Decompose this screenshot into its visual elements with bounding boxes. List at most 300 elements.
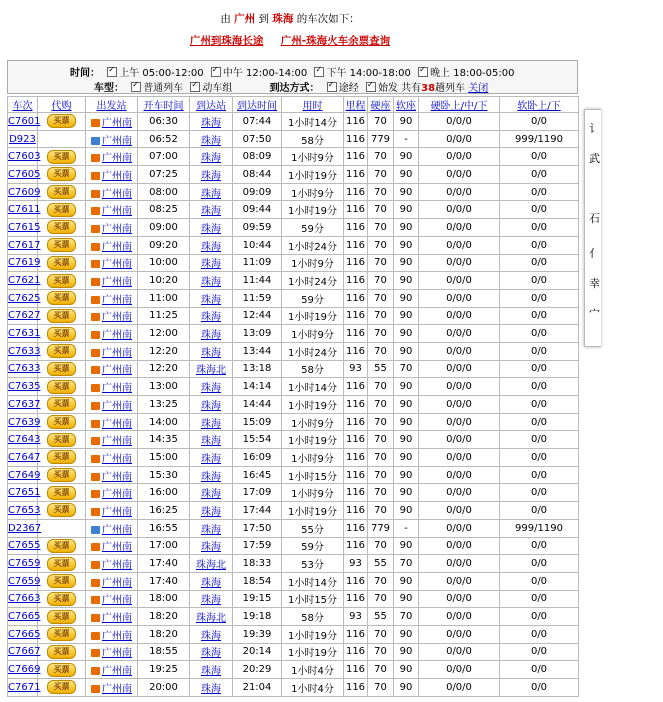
duration: 1小时15分 bbox=[282, 466, 344, 484]
arrival-time: 09:59 bbox=[233, 219, 282, 237]
train-number-link[interactable]: C7621 bbox=[8, 275, 41, 287]
soft-seat-price: 90 bbox=[394, 679, 419, 697]
soft-sleeper-price: 0/0 bbox=[500, 183, 579, 201]
column-header[interactable]: 开车时间 bbox=[138, 97, 190, 113]
train-number-link[interactable]: C7637 bbox=[8, 398, 41, 410]
arrival-station-link[interactable]: 珠海 bbox=[201, 330, 221, 342]
buy-cell bbox=[38, 130, 86, 148]
train-number-cell bbox=[8, 537, 41, 555]
origin-station-icon bbox=[91, 667, 100, 675]
arrival-station-link[interactable]: 珠海北 bbox=[196, 613, 226, 625]
type-option-normal[interactable]: ✓ 普通列车 bbox=[127, 83, 183, 94]
hard-seat-price: 70 bbox=[368, 201, 394, 219]
train-number-link[interactable]: C7651 bbox=[8, 487, 41, 499]
buy-ticket-button[interactable]: 买票 bbox=[47, 557, 76, 571]
hard-seat-price: 70 bbox=[368, 148, 394, 166]
distance: 116 bbox=[344, 325, 368, 343]
arrival-station-link[interactable]: 珠海 bbox=[201, 683, 221, 695]
train-number-link[interactable]: C7655 bbox=[8, 540, 41, 552]
soft-sleeper-price: 0/0 bbox=[500, 113, 579, 131]
arrival-station-link[interactable]: 珠海 bbox=[201, 400, 221, 412]
hard-sleeper-price: 0/0/0 bbox=[419, 201, 500, 219]
arrival-station-link[interactable]: 珠海北 bbox=[196, 560, 226, 572]
arrival-station-link[interactable]: 珠海 bbox=[201, 577, 221, 589]
buy-ticket-button[interactable]: 买票 bbox=[47, 362, 76, 376]
buy-ticket-button[interactable]: 买票 bbox=[47, 503, 76, 517]
arrival-option-pass[interactable]: ✓ 途经 bbox=[323, 83, 359, 94]
duration: 1小时9分 bbox=[282, 449, 344, 467]
train-number-link[interactable]: C7671 bbox=[8, 681, 41, 693]
distance: 116 bbox=[344, 289, 368, 307]
train-number-link[interactable]: D923 bbox=[9, 133, 36, 145]
train-number-link[interactable]: D2367 bbox=[8, 522, 42, 534]
arrival-station-link[interactable]: 珠海北 bbox=[196, 365, 226, 377]
duration: 1小时24分 bbox=[282, 236, 344, 254]
hard-seat-price: 55 bbox=[368, 555, 394, 573]
departure-station-link[interactable]: 广州南 bbox=[102, 542, 132, 554]
time-option-noon[interactable]: ✓ 中午 12:00-14:00 bbox=[207, 68, 307, 79]
departure-station-link[interactable]: 广州南 bbox=[102, 294, 132, 306]
soft-sleeper-price: 0/0 bbox=[500, 572, 579, 590]
train-number-link[interactable]: C7665 bbox=[8, 611, 41, 623]
from-city: 广州 bbox=[234, 13, 256, 25]
departure-station-link[interactable]: 广州南 bbox=[102, 312, 132, 324]
soft-seat-price: 90 bbox=[394, 272, 419, 290]
departure-station-link[interactable]: 广州南 bbox=[102, 400, 132, 412]
arrival-station-link[interactable]: 珠海 bbox=[201, 542, 221, 554]
train-number-link[interactable]: C7659 bbox=[8, 575, 41, 587]
train-number-link[interactable]: C7667 bbox=[8, 646, 41, 658]
soft-sleeper-price: 0/0 bbox=[500, 449, 579, 467]
train-number-link[interactable]: C7653 bbox=[8, 504, 41, 516]
origin-station-icon bbox=[91, 278, 100, 286]
column-header[interactable]: 出发站 bbox=[86, 97, 138, 113]
soft-sleeper-price: 0/0 bbox=[500, 219, 579, 237]
departure-station-link[interactable]: 广州南 bbox=[102, 560, 132, 572]
column-header[interactable]: 用时 bbox=[282, 97, 344, 113]
arrival-station-link[interactable]: 珠海 bbox=[201, 259, 221, 271]
distance: 116 bbox=[344, 431, 368, 449]
column-header[interactable]: 里程 bbox=[344, 97, 368, 113]
column-header[interactable]: 硬座 bbox=[368, 97, 394, 113]
arrival-station-link[interactable]: 珠海 bbox=[201, 188, 221, 200]
train-number-link[interactable]: C7601 bbox=[8, 115, 41, 127]
table-row bbox=[8, 307, 579, 325]
buy-cell bbox=[38, 360, 86, 378]
arrival-station-cell bbox=[190, 413, 233, 431]
buy-ticket-button[interactable]: 买票 bbox=[47, 203, 76, 217]
arrival-time: 21:04 bbox=[233, 679, 282, 697]
arrival-station-link[interactable]: 珠海 bbox=[201, 223, 221, 235]
train-number-link[interactable]: C7649 bbox=[8, 469, 41, 481]
arrival-station-cell bbox=[190, 555, 233, 573]
train-number-link[interactable]: C7619 bbox=[8, 257, 41, 269]
departure-station-link[interactable]: 广州南 bbox=[102, 666, 132, 678]
arrival-station-link[interactable]: 珠海 bbox=[201, 630, 221, 642]
departure-time: 10:20 bbox=[138, 272, 190, 290]
departure-station-link[interactable]: 广州南 bbox=[102, 365, 132, 377]
departure-time: 11:25 bbox=[138, 307, 190, 325]
buy-ticket-button[interactable]: 买票 bbox=[47, 185, 76, 199]
train-number-cell bbox=[8, 502, 41, 520]
hard-seat-price: 70 bbox=[368, 466, 394, 484]
buy-ticket-button[interactable]: 买票 bbox=[47, 238, 76, 252]
origin-station-icon bbox=[91, 614, 100, 622]
duration: 58分 bbox=[282, 360, 344, 378]
column-header[interactable]: 车次 bbox=[8, 97, 38, 113]
train-number-link[interactable]: C7633 bbox=[8, 363, 41, 375]
buy-ticket-button[interactable]: 买票 bbox=[47, 397, 76, 411]
hard-sleeper-price: 0/0/0 bbox=[419, 537, 500, 555]
soft-sleeper-price: 0/0 bbox=[500, 166, 579, 184]
train-number-cell bbox=[8, 113, 41, 131]
departure-station-link[interactable]: 广州南 bbox=[102, 330, 132, 342]
hard-seat-price: 70 bbox=[368, 643, 394, 661]
side-panel-text: 武 bbox=[589, 152, 600, 165]
departure-time: 18:20 bbox=[138, 625, 190, 643]
arrival-station-link[interactable]: 珠海 bbox=[201, 418, 221, 430]
soft-sleeper-price: 0/0 bbox=[500, 236, 579, 254]
departure-station-link[interactable]: 广州南 bbox=[102, 630, 132, 642]
table-row bbox=[8, 679, 579, 697]
train-number-link[interactable]: C7647 bbox=[8, 451, 41, 463]
departure-station-cell bbox=[86, 148, 138, 166]
origin-station-icon bbox=[91, 260, 100, 268]
buy-ticket-button[interactable]: 买票 bbox=[47, 610, 76, 624]
checkbox-icon[interactable] bbox=[107, 67, 117, 77]
train-number-link[interactable]: C7605 bbox=[8, 168, 41, 180]
departure-station-link[interactable]: 广州南 bbox=[102, 206, 132, 218]
arrival-time: 08:09 bbox=[233, 148, 282, 166]
buy-cell bbox=[38, 590, 86, 608]
ticket-availability-link[interactable]: 广州-珠海火车余票查询 bbox=[280, 35, 391, 47]
arrival-station-link[interactable]: 珠海 bbox=[201, 648, 221, 660]
train-number-link[interactable]: C7611 bbox=[8, 204, 41, 216]
arrival-station-cell bbox=[190, 572, 233, 590]
departure-station-link[interactable]: 广州南 bbox=[102, 524, 132, 536]
train-number-link[interactable]: C7627 bbox=[8, 310, 41, 322]
departure-station-link[interactable]: 广州南 bbox=[102, 577, 132, 589]
buy-ticket-button[interactable]: 买票 bbox=[47, 309, 76, 323]
duration: 1小时9分 bbox=[282, 413, 344, 431]
distance: 116 bbox=[344, 572, 368, 590]
soft-seat-price: 90 bbox=[394, 254, 419, 272]
buy-ticket-button[interactable]: 买票 bbox=[47, 274, 76, 288]
arrival-station-cell bbox=[190, 148, 233, 166]
checkbox-icon[interactable] bbox=[418, 67, 428, 77]
departure-station-link[interactable]: 广州南 bbox=[102, 241, 132, 253]
arrival-station-cell bbox=[190, 466, 233, 484]
hard-seat-price: 70 bbox=[368, 413, 394, 431]
soft-seat-price: 90 bbox=[394, 643, 419, 661]
train-number-cell bbox=[8, 342, 41, 360]
departure-station-cell bbox=[86, 307, 138, 325]
buy-ticket-button[interactable]: 买票 bbox=[47, 539, 76, 553]
arrival-station-link[interactable]: 珠海 bbox=[201, 453, 221, 465]
buy-ticket-button[interactable]: 买票 bbox=[47, 486, 76, 500]
table-row bbox=[8, 113, 579, 131]
buy-cell bbox=[38, 679, 86, 697]
hard-sleeper-price: 0/0/0 bbox=[419, 413, 500, 431]
soft-seat-price: - bbox=[394, 519, 419, 537]
buy-ticket-button[interactable]: 买票 bbox=[47, 167, 76, 181]
origin-station-icon bbox=[91, 632, 100, 640]
departure-station-link[interactable]: 广州南 bbox=[102, 453, 132, 465]
origin-station-icon bbox=[91, 225, 100, 233]
origin-station-icon bbox=[91, 420, 100, 428]
buy-ticket-button[interactable]: 买票 bbox=[47, 220, 76, 234]
train-number-link[interactable]: C7615 bbox=[8, 221, 41, 233]
departure-station-link[interactable]: 广州南 bbox=[102, 418, 132, 430]
soft-seat-price: 90 bbox=[394, 502, 419, 520]
arrival-station-link[interactable]: 珠海 bbox=[201, 294, 221, 306]
departure-station-link[interactable]: 广州南 bbox=[102, 471, 132, 483]
buy-ticket-button[interactable]: 买票 bbox=[47, 150, 76, 164]
buy-ticket-button[interactable]: 买票 bbox=[47, 433, 76, 447]
departure-station-link[interactable]: 广州南 bbox=[102, 383, 132, 395]
arrival-station-cell bbox=[190, 166, 233, 184]
duration: 1小时24分 bbox=[282, 272, 344, 290]
departure-station-link[interactable]: 广州南 bbox=[102, 117, 132, 129]
arrival-station-link[interactable]: 珠海 bbox=[201, 471, 221, 483]
hard-sleeper-price: 0/0/0 bbox=[419, 148, 500, 166]
departure-time: 17:00 bbox=[138, 537, 190, 555]
departure-station-link[interactable]: 广州南 bbox=[102, 277, 132, 289]
train-number-cell bbox=[8, 413, 41, 431]
departure-station-link[interactable]: 广州南 bbox=[102, 347, 132, 359]
arrival-station-link[interactable]: 珠海 bbox=[201, 135, 221, 147]
type-option-emu[interactable]: ✓ 动车组 bbox=[186, 83, 232, 94]
departure-station-cell bbox=[86, 201, 138, 219]
arrival-station-link[interactable]: 珠海 bbox=[201, 595, 221, 607]
arrival-station-link[interactable]: 珠海 bbox=[201, 436, 221, 448]
departure-station-link[interactable]: 广州南 bbox=[102, 489, 132, 501]
soft-seat-price: 90 bbox=[394, 431, 419, 449]
buy-ticket-button[interactable]: 买票 bbox=[47, 327, 76, 341]
hard-seat-price: 70 bbox=[368, 625, 394, 643]
departure-station-link[interactable]: 广州南 bbox=[102, 135, 132, 147]
arrival-station-link[interactable]: 珠海 bbox=[201, 277, 221, 289]
buy-ticket-button[interactable]: 买票 bbox=[47, 468, 76, 482]
checkbox-icon[interactable] bbox=[190, 82, 200, 92]
departure-station-link[interactable]: 广州南 bbox=[102, 506, 132, 518]
hard-sleeper-price: 0/0/0 bbox=[419, 590, 500, 608]
hard-sleeper-price: 0/0/0 bbox=[419, 449, 500, 467]
departure-station-cell bbox=[86, 360, 138, 378]
checkbox-icon[interactable] bbox=[327, 82, 337, 92]
soft-seat-price: 90 bbox=[394, 219, 419, 237]
buy-ticket-button[interactable]: 买票 bbox=[47, 592, 76, 606]
buy-cell bbox=[38, 537, 86, 555]
train-number-link[interactable]: C7617 bbox=[8, 239, 41, 251]
buy-cell bbox=[38, 307, 86, 325]
soft-seat-price: 90 bbox=[394, 413, 419, 431]
soft-seat-price: 90 bbox=[394, 590, 419, 608]
column-header[interactable]: 软卧上/下 bbox=[500, 97, 579, 113]
checkbox-icon[interactable] bbox=[366, 82, 376, 92]
departure-station-link[interactable]: 广州南 bbox=[102, 613, 132, 625]
soft-sleeper-price: 0/0 bbox=[500, 679, 579, 697]
soft-sleeper-price: 0/0 bbox=[500, 625, 579, 643]
origin-station-icon bbox=[91, 349, 100, 357]
arrival-station-link[interactable]: 珠海 bbox=[201, 506, 221, 518]
distance: 116 bbox=[344, 484, 368, 502]
column-header[interactable]: 到达时间 bbox=[233, 97, 282, 113]
arrival-station-link[interactable]: 珠海 bbox=[201, 347, 221, 359]
hard-sleeper-price: 0/0/0 bbox=[419, 272, 500, 290]
duration: 1小时19分 bbox=[282, 201, 344, 219]
duration: 1小时9分 bbox=[282, 254, 344, 272]
hard-seat-price: 70 bbox=[368, 537, 394, 555]
time-option-evening[interactable]: ✓ 晚上 18:00-05:00 bbox=[414, 68, 514, 79]
column-header[interactable]: 代购 bbox=[38, 97, 86, 113]
arrival-station-cell bbox=[190, 130, 233, 148]
departure-station-cell bbox=[86, 342, 138, 360]
train-number-link[interactable]: C7635 bbox=[8, 381, 41, 393]
train-number-cell bbox=[8, 148, 41, 166]
buy-ticket-button[interactable]: 买票 bbox=[47, 415, 76, 429]
buy-ticket-button[interactable]: 买票 bbox=[47, 663, 76, 677]
train-number-link[interactable]: C7665 bbox=[8, 628, 41, 640]
buy-ticket-button[interactable]: 买票 bbox=[47, 680, 76, 694]
train-number-cell bbox=[8, 130, 38, 148]
train-number-link[interactable]: C7603 bbox=[8, 151, 41, 163]
hard-sleeper-price: 0/0/0 bbox=[419, 113, 500, 131]
train-count: 共有38趟列车 bbox=[401, 83, 466, 94]
origin-station-icon bbox=[91, 508, 100, 516]
buy-ticket-button[interactable]: 买票 bbox=[47, 380, 76, 394]
duration: 1小时14分 bbox=[282, 113, 344, 131]
train-number-cell bbox=[8, 236, 41, 254]
train-number-cell bbox=[8, 625, 41, 643]
arrival-station-link[interactable]: 珠海 bbox=[201, 153, 221, 165]
buy-ticket-button[interactable]: 买票 bbox=[47, 114, 76, 128]
duration: 1小时14分 bbox=[282, 378, 344, 396]
arrival-station-link[interactable]: 珠海 bbox=[201, 117, 221, 129]
arrival-time: 07:50 bbox=[233, 130, 282, 148]
arrival-station-cell bbox=[190, 272, 233, 290]
distance: 116 bbox=[344, 236, 368, 254]
departure-time: 06:30 bbox=[138, 113, 190, 131]
departure-station-link[interactable]: 广州南 bbox=[102, 259, 132, 271]
train-number-cell bbox=[8, 289, 41, 307]
buy-cell bbox=[38, 572, 86, 590]
departure-station-link[interactable]: 广州南 bbox=[102, 223, 132, 235]
duration: 1小时19分 bbox=[282, 431, 344, 449]
soft-seat-price: 90 bbox=[394, 201, 419, 219]
arrival-time: 09:09 bbox=[233, 183, 282, 201]
train-number-cell bbox=[8, 661, 41, 679]
departure-station-link[interactable]: 广州南 bbox=[102, 153, 132, 165]
buy-ticket-button[interactable]: 买票 bbox=[47, 645, 76, 659]
departure-time: 15:30 bbox=[138, 466, 190, 484]
checkbox-icon[interactable] bbox=[211, 67, 221, 77]
time-option-afternoon[interactable]: ✓ 下午 14:00-18:00 bbox=[310, 68, 410, 79]
arrival-station-link[interactable]: 珠海 bbox=[201, 312, 221, 324]
train-number-link[interactable]: C7633 bbox=[8, 345, 41, 357]
hard-sleeper-price: 0/0/0 bbox=[419, 661, 500, 679]
train-number-link[interactable]: C7669 bbox=[8, 664, 41, 676]
buy-cell bbox=[38, 466, 86, 484]
distance: 93 bbox=[344, 608, 368, 626]
buy-ticket-button[interactable]: 买票 bbox=[47, 256, 76, 270]
related-links bbox=[0, 33, 580, 48]
buy-ticket-button[interactable]: 买票 bbox=[47, 344, 76, 358]
arrival-station-link[interactable]: 珠海 bbox=[201, 666, 221, 678]
buy-ticket-button[interactable]: 买票 bbox=[47, 291, 76, 305]
departure-station-link[interactable]: 广州南 bbox=[102, 170, 132, 182]
soft-sleeper-price: 0/0 bbox=[500, 608, 579, 626]
arrival-station-link[interactable]: 珠海 bbox=[201, 206, 221, 218]
hard-seat-price: 70 bbox=[368, 679, 394, 697]
distance: 93 bbox=[344, 555, 368, 573]
departure-time: 16:25 bbox=[138, 502, 190, 520]
arrival-station-cell bbox=[190, 537, 233, 555]
train-number-link[interactable]: C7631 bbox=[8, 328, 41, 340]
hard-sleeper-price: 0/0/0 bbox=[419, 625, 500, 643]
departure-station-cell bbox=[86, 113, 138, 131]
origin-station-icon bbox=[91, 172, 100, 180]
arrival-station-link[interactable]: 珠海 bbox=[201, 170, 221, 182]
checkbox-icon[interactable] bbox=[131, 82, 141, 92]
arrival-option-origin[interactable]: ✓ 始发 bbox=[362, 83, 398, 94]
arrival-station-cell bbox=[190, 183, 233, 201]
column-header[interactable]: 到达站 bbox=[190, 97, 233, 113]
arrival-station-link[interactable]: 珠海 bbox=[201, 524, 221, 536]
departure-station-link[interactable]: 广州南 bbox=[102, 595, 132, 607]
departure-station-link[interactable]: 广州南 bbox=[102, 683, 132, 695]
buy-ticket-button[interactable]: 买票 bbox=[47, 627, 76, 641]
departure-station-link[interactable]: 广州南 bbox=[102, 436, 132, 448]
column-header[interactable]: 硬卧上/中/下 bbox=[419, 97, 500, 113]
arrival-station-link[interactable]: 珠海 bbox=[201, 383, 221, 395]
type-filter-row bbox=[94, 79, 663, 94]
train-number-link[interactable]: C7659 bbox=[8, 558, 41, 570]
soft-sleeper-price: 0/0 bbox=[500, 590, 579, 608]
hard-seat-price: 70 bbox=[368, 396, 394, 414]
column-header[interactable]: 软座 bbox=[394, 97, 419, 113]
train-number-cell bbox=[8, 396, 41, 414]
table-row bbox=[8, 661, 579, 679]
table-row bbox=[8, 148, 579, 166]
departure-station-link[interactable]: 广州南 bbox=[102, 188, 132, 200]
departure-station-link[interactable]: 广州南 bbox=[102, 648, 132, 660]
buy-cell bbox=[38, 396, 86, 414]
train-number-link[interactable]: C7609 bbox=[8, 186, 41, 198]
checkbox-icon[interactable] bbox=[314, 67, 324, 77]
arrival-station-cell bbox=[190, 590, 233, 608]
train-number-link[interactable]: C7663 bbox=[8, 593, 41, 605]
arrival-station-link[interactable]: 珠海 bbox=[201, 241, 221, 253]
train-number-link[interactable]: C7643 bbox=[8, 434, 41, 446]
train-number-link[interactable]: C7639 bbox=[8, 416, 41, 428]
departure-station-cell bbox=[86, 466, 138, 484]
arrival-time: 17:50 bbox=[233, 519, 282, 537]
close-link[interactable]: 关闭 bbox=[468, 83, 489, 94]
long-distance-bus-link[interactable]: 广州到珠海长途 bbox=[189, 35, 264, 47]
route-to-label: 到 bbox=[258, 13, 269, 25]
arrival-station-cell bbox=[190, 643, 233, 661]
table-row bbox=[8, 484, 579, 502]
train-number-cell bbox=[8, 484, 41, 502]
buy-ticket-button[interactable]: 买票 bbox=[47, 450, 76, 464]
side-panel bbox=[584, 109, 601, 347]
time-option-morning[interactable]: ✓ 上午 05:00-12:00 bbox=[103, 68, 203, 79]
buy-ticket-button[interactable]: 买票 bbox=[47, 574, 76, 588]
arrival-station-link[interactable]: 珠海 bbox=[201, 489, 221, 501]
train-number-link[interactable]: C7625 bbox=[8, 292, 41, 304]
arrival-station-cell bbox=[190, 325, 233, 343]
